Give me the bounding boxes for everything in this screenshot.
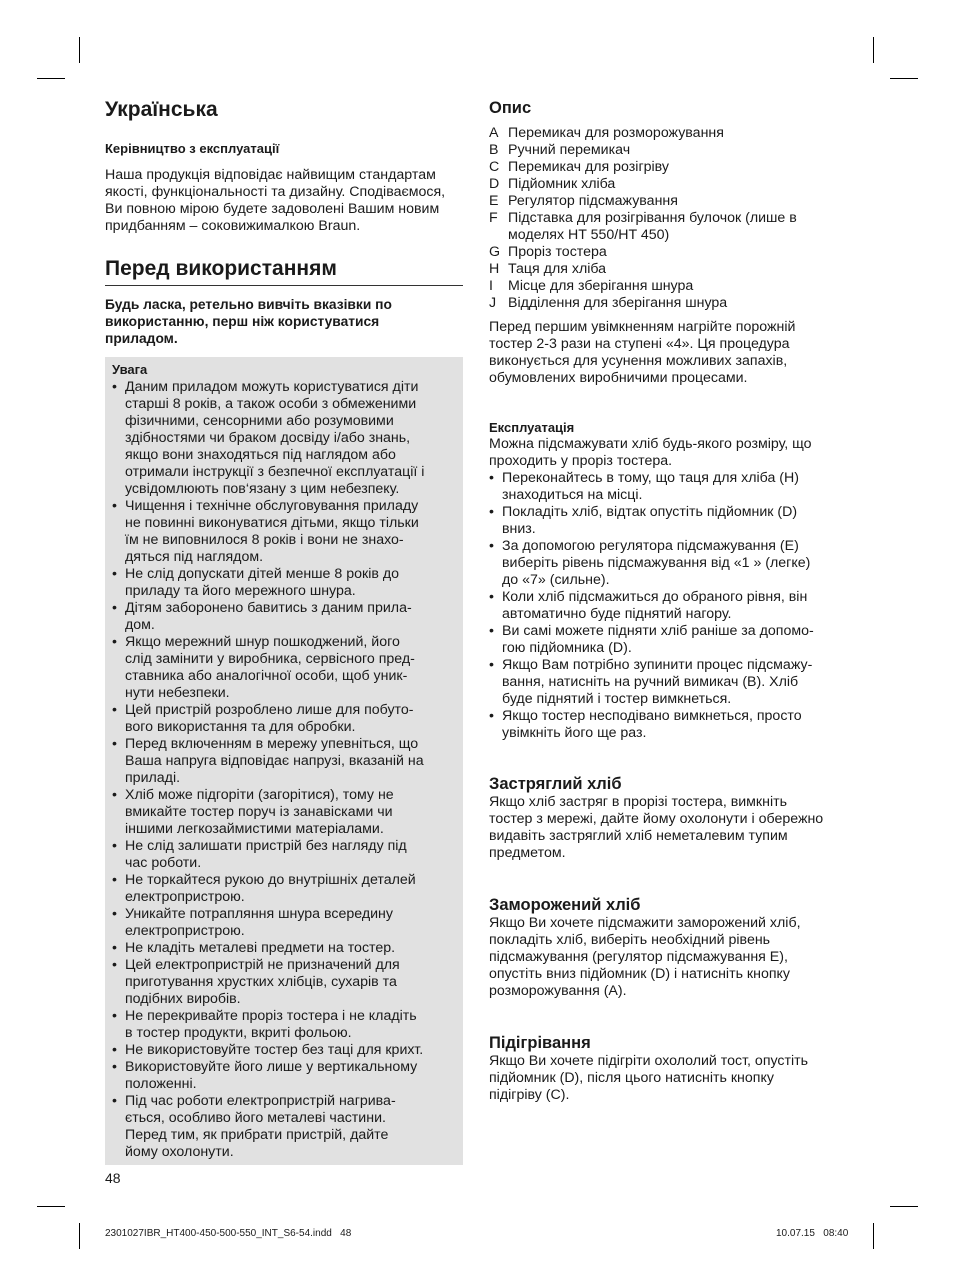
text-line: електропристрою. — [125, 923, 245, 939]
text-line: • Уникайте потрапляння шнура всередину — [125, 906, 393, 922]
text-line: Ручний перемикач — [508, 142, 631, 158]
text-line: Перемикач для розморожування — [508, 125, 724, 141]
text-line: знаходиться на місці. — [502, 487, 643, 503]
operation-list — [489, 470, 851, 742]
list-item — [489, 589, 851, 623]
description-item — [489, 210, 851, 244]
text-line: їм не виповнилося 8 років і вони не знахо- — [125, 532, 404, 548]
text-line: виконується для усунення можливих запахів, — [489, 353, 788, 369]
description-text — [508, 159, 851, 176]
description-text — [508, 125, 851, 142]
crop-mark — [37, 1206, 65, 1207]
description-text — [508, 295, 851, 312]
text-line: дяться під наглядом. — [125, 549, 264, 565]
description-letter: D — [489, 176, 500, 192]
text-line: тостер 2-3 рази на ступені «4». Ця процедура — [489, 336, 790, 352]
list-item — [489, 538, 851, 589]
text-line: приладу та його мережного шнура. — [125, 583, 356, 599]
text-line: Перед першим увімкненням нагрійте порожній — [489, 319, 796, 335]
crop-mark — [890, 78, 918, 79]
operation-intro — [489, 436, 851, 470]
list-item — [112, 838, 455, 872]
right-column — [489, 98, 851, 1104]
text-line: використанню, перш ніж користуватися — [105, 314, 380, 329]
text-line: Наша продукція відповідає найвищим стандартам — [105, 167, 436, 183]
text-line: • Якщо мережний шнур пошкоджений, його — [125, 634, 400, 650]
text-line: фізичними, сенсорними або розумовими — [125, 413, 394, 429]
warning-box — [105, 357, 463, 1165]
text-line: Якщо хліб застряг в прорізі тостера, вимкніть — [489, 794, 788, 810]
frozen-bread-paragraph — [489, 915, 851, 1000]
description-item — [489, 193, 851, 210]
text-line: здібностями чи браком досвіду і/або знань, — [125, 430, 411, 446]
reheat-paragraph — [489, 1053, 851, 1104]
description-item — [489, 261, 851, 278]
description-text — [508, 210, 851, 244]
description-letter: I — [489, 278, 493, 294]
intro-heading: Керівництво з експлуатації — [105, 141, 280, 156]
text-line: час роботи. — [125, 855, 202, 871]
before-use-title: Перед використанням — [105, 255, 463, 286]
list-item — [112, 1059, 455, 1093]
description-item — [489, 142, 851, 159]
text-line: • Якщо Вам потрібно зупинити процес підсмажу- — [502, 657, 813, 673]
text-line: вання, натисніть на ручний вимикач (B). Хліб — [502, 674, 799, 690]
footer-file-info: 2301027IBR_HT400-450-500-550_INT_S6-54.indd 48 — [105, 1228, 352, 1239]
text-line: • Цей електропристрій не призначений для — [125, 957, 400, 973]
text-line: • Чищення і технічне обслуговування приладу — [125, 498, 419, 514]
crop-mark — [890, 1206, 918, 1207]
list-item — [112, 957, 455, 1008]
text-line: Таця для хліба — [508, 261, 607, 277]
text-line: електропристрою. — [125, 889, 245, 905]
text-line: положенні. — [125, 1076, 197, 1092]
text-line: Відділення для зберігання шнура — [508, 295, 728, 311]
description-letter: J — [489, 295, 497, 311]
description-item — [489, 125, 851, 142]
warning-list — [112, 379, 455, 1161]
list-item — [112, 566, 455, 600]
list-item — [489, 623, 851, 657]
text-line: опустіть вниз підйомник (D) і натисніть кнопку — [489, 966, 790, 982]
description-list — [489, 125, 851, 312]
text-line: отримали інструкції з безпечної експлуатації і — [125, 464, 425, 480]
list-item — [489, 470, 851, 504]
text-line: • Не слід допускати дітей менше 8 років до — [125, 566, 400, 582]
description-text — [508, 176, 851, 193]
text-line: • Цей пристрій розроблено лише для побуто- — [125, 702, 414, 718]
list-item — [112, 1042, 455, 1059]
text-line: Перемикач для розігріву — [508, 159, 669, 175]
text-line: підйомник (D), після цього натисніть кнопку — [489, 1070, 774, 1086]
text-line: Підставка для розігрівання булочок (лише в — [508, 210, 797, 226]
text-line: • Якщо тостер несподівано вимкнеться, просто — [502, 708, 802, 724]
list-item — [489, 708, 851, 742]
text-line: • Не торкайтеся рукою до внутрішніх деталей — [125, 872, 416, 888]
text-line: подібних виробів. — [125, 991, 241, 1007]
text-line: автоматично буде піднятий нагору. — [502, 606, 732, 622]
text-line: обумовлених виробничими процесами. — [489, 370, 748, 386]
crop-mark — [37, 78, 65, 79]
text-line: виберіть рівень підсмажування від «1 » (легке) — [502, 555, 811, 571]
text-line: Можна підсмажувати хліб будь-якого розміру, що — [489, 436, 812, 452]
text-line: тостер з мережі, дайте йому охолонути і обережно — [489, 811, 824, 827]
text-line: проходить у проріз тостера. — [489, 453, 673, 469]
text-line: Ви повною мірою будете задоволені Вашим новим — [105, 201, 440, 217]
description-item — [489, 176, 851, 193]
intro-paragraph — [105, 167, 463, 235]
description-title: Опис — [489, 99, 532, 117]
before-use-paragraph — [105, 296, 463, 347]
text-line: Підйомник хліба — [508, 176, 616, 192]
text-line: вниз. — [502, 521, 536, 537]
text-line: придбанням – соковижималкою Braun. — [105, 218, 361, 234]
crop-mark — [873, 37, 874, 63]
text-line: усвідомлюють пов‘язану з цим небезпеку. — [125, 481, 400, 497]
list-item — [112, 379, 455, 498]
text-line: іншими легкозаймистими матеріалами. — [125, 821, 384, 837]
text-line: Ваша напруга відповідає напрузі, вказаній на — [125, 753, 424, 769]
frozen-bread-title: Заморожений хліб — [489, 896, 641, 914]
list-item — [112, 940, 455, 957]
description-letter: G — [489, 244, 501, 260]
text-line: • Не перекривайте проріз тостера і не кладіть — [125, 1008, 417, 1024]
description-text — [508, 142, 851, 159]
list-item — [112, 736, 455, 787]
text-line: йому охолонути. — [125, 1144, 234, 1160]
text-line: • Не кладіть металеві предмети на тостер. — [125, 940, 396, 956]
page-number: 48 — [105, 1170, 121, 1186]
text-line: дом. — [125, 617, 155, 633]
list-item — [112, 634, 455, 702]
stuck-bread-title: Застряглий хліб — [489, 775, 622, 793]
text-line: слід замінити у виробника, сервісного пред- — [125, 651, 415, 667]
list-item — [112, 872, 455, 906]
page-title: Українська — [105, 98, 218, 121]
footer-date: 10.07.15 08:40 — [776, 1228, 849, 1239]
text-line: якості, функціональності та дизайну. Сподіваємося, — [105, 184, 446, 200]
text-line: • Коли хліб підсмажиться до обраного рівня, він — [502, 589, 808, 605]
text-line: • Не використовуйте тостер без таці для крихт. — [125, 1042, 424, 1058]
list-item — [112, 787, 455, 838]
text-line: підсмажування (регулятор підсмажування E), — [489, 949, 788, 965]
text-line: вмикайте тостер поруч із занавісками чи — [125, 804, 393, 820]
text-line: буде піднятий і тостер вимкнеться. — [502, 691, 732, 707]
left-column — [105, 96, 463, 347]
text-line: гою підйомника (D). — [502, 640, 632, 656]
crop-mark — [79, 1223, 80, 1249]
text-line: • Ви самі можете підняти хліб раніше за допомо- — [502, 623, 814, 639]
crop-mark — [873, 1223, 874, 1249]
text-line: Якщо Ви хочете підсмажити заморожений хліб, — [489, 915, 801, 931]
operation-title: Експлуатація — [489, 420, 575, 435]
list-item — [112, 600, 455, 634]
text-line: • За допомогою регулятора підсмажування (E) — [502, 538, 799, 554]
text-line: • Не слід залишати пристрій без нагляду під — [125, 838, 407, 854]
text-line: • Хліб може підгоріти (загорітися), тому не — [125, 787, 394, 803]
list-item — [489, 657, 851, 708]
text-line: моделях HT 550/HT 450) — [508, 227, 670, 243]
list-item — [112, 702, 455, 736]
text-line: • Дітям заборонено бавитись з даним прила- — [125, 600, 412, 616]
description-letter: E — [489, 193, 499, 209]
description-text — [508, 261, 851, 278]
text-line: якщо вони знаходяться під наглядом або — [125, 447, 396, 463]
text-line: до «7» (сильне). — [502, 572, 610, 588]
crop-mark — [79, 37, 80, 63]
text-line: вого використання та для обробки. — [125, 719, 356, 735]
description-letter: H — [489, 261, 500, 277]
text-line: приготування хрустких хлібців, сухарів та — [125, 974, 397, 990]
description-text — [508, 193, 851, 210]
text-line: увімкніть його ще раз. — [502, 725, 647, 741]
list-item — [112, 1093, 455, 1161]
text-line: • Покладіть хліб, відтак опустіть підйомник (D) — [502, 504, 798, 520]
text-line: предметом. — [489, 845, 566, 861]
description-item — [489, 278, 851, 295]
text-line: Місце для зберігання шнура — [508, 278, 694, 294]
description-item — [489, 159, 851, 176]
text-line: приладом. — [105, 331, 178, 346]
text-line: Проріз тостера — [508, 244, 607, 260]
description-letter: C — [489, 159, 500, 175]
first-use-paragraph — [489, 319, 851, 387]
description-letter: B — [489, 142, 499, 158]
text-line: • Під час роботи електропристрій нагрива- — [125, 1093, 396, 1109]
text-line: • Використовуйте його лише у вертикальному — [125, 1059, 418, 1075]
stuck-bread-paragraph — [489, 794, 851, 862]
list-item — [112, 1008, 455, 1042]
description-letter: A — [489, 125, 499, 141]
text-line: Регулятор підсмажування — [508, 193, 678, 209]
text-line: Якщо Ви хочете підігріти охололий тост, опустіть — [489, 1053, 809, 1069]
text-line: видавіть застряглий хліб неметалевим тупим — [489, 828, 788, 844]
warning-title: Увага — [112, 362, 148, 377]
description-item — [489, 244, 851, 261]
text-line: Будь ласка, ретельно вивчіть вказівки по — [105, 297, 392, 312]
text-line: • Переконайтесь в тому, що таця для хліба (H) — [502, 470, 799, 486]
text-line: покладіть хліб, виберіть необхідний рівень — [489, 932, 771, 948]
text-line: в тостер продукти, вкриті фольою. — [125, 1025, 352, 1041]
text-line: нути небезпеки. — [125, 685, 230, 701]
description-item — [489, 295, 851, 312]
text-line: Перед тим, як прибрати пристрій, дайте — [125, 1127, 389, 1143]
text-line: розморожування (A). — [489, 983, 627, 999]
text-line: приладі. — [125, 770, 181, 786]
text-line: підігріву (C). — [489, 1087, 570, 1103]
text-line: ється, особливо його металеві частини. — [125, 1110, 386, 1126]
list-item — [112, 498, 455, 566]
list-item — [489, 504, 851, 538]
description-text — [508, 278, 851, 295]
reheat-title: Підігрівання — [489, 1034, 591, 1052]
text-line: ставника або аналогічної особи, щоб уник- — [125, 668, 408, 684]
description-text — [508, 244, 851, 261]
text-line: не повинні виконуватися дітьми, якщо тільки — [125, 515, 419, 531]
description-letter: F — [489, 210, 498, 226]
list-item — [112, 906, 455, 940]
text-line: • Перед включенням в мережу упевніться, що — [125, 736, 419, 752]
text-line: старші 8 років, а також особи з обмеженими — [125, 396, 417, 412]
text-line: • Даним приладом можуть користуватися діти — [125, 379, 419, 395]
